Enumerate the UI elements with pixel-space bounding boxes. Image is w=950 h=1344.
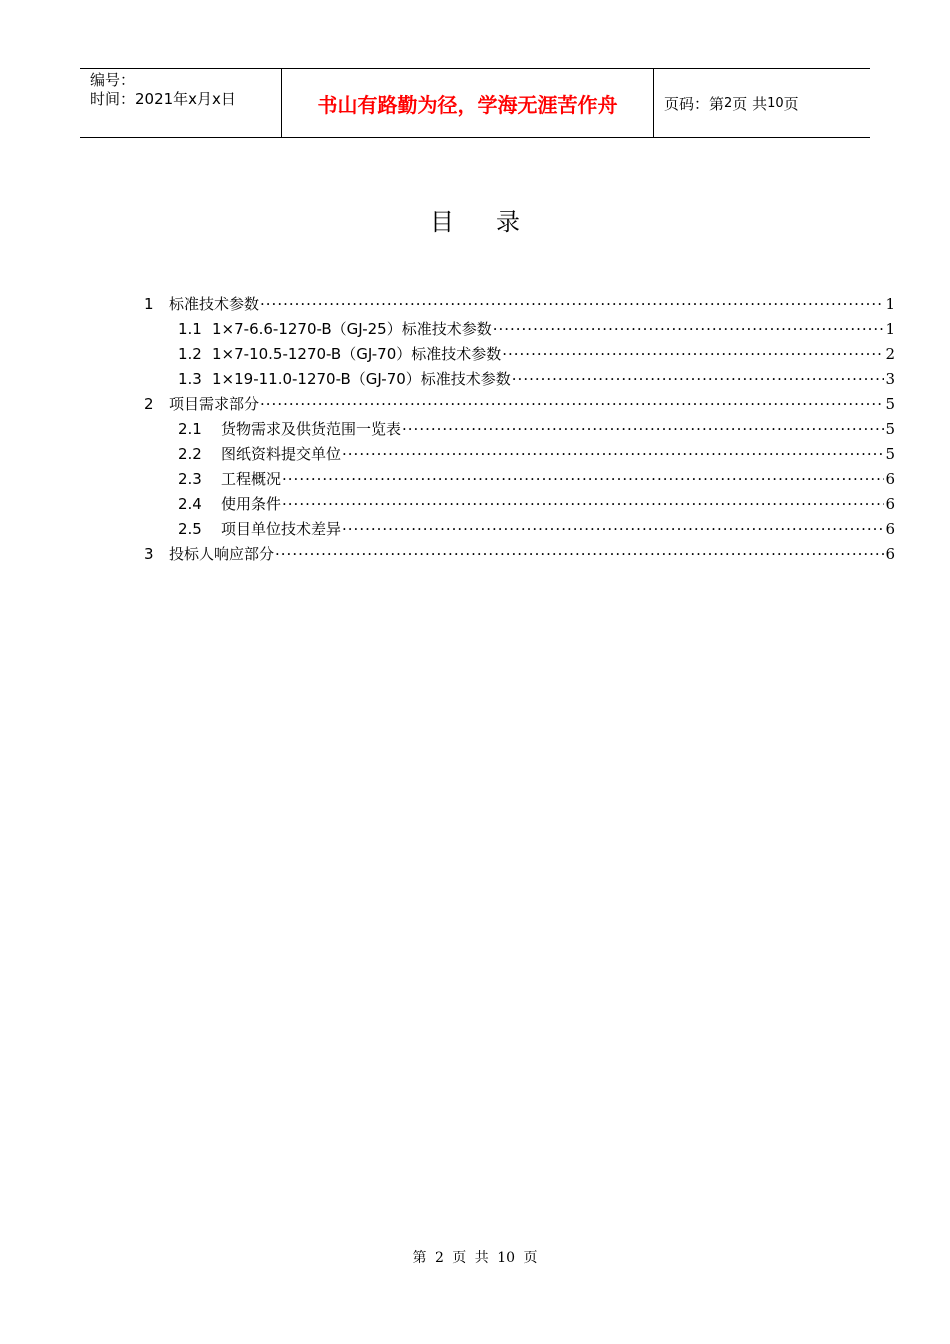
toc-entry-number: 1 [144,295,154,313]
toc-entry[interactable] [144,543,895,565]
toc-leader-dots [342,445,884,463]
toc-entry-page: 6 [885,520,895,538]
page-header [80,68,870,138]
toc-entry[interactable] [178,443,895,465]
toc-entry[interactable] [178,418,895,440]
toc-entry[interactable] [178,493,895,515]
toc-leader-dots [512,370,885,388]
toc-leader-dots [260,295,884,313]
toc-entry-page: 5 [885,395,895,413]
toc-entry-label: 投标人响应部分 [169,545,275,563]
toc-entry-number: 2 [144,395,154,413]
toc-leader-dots [275,545,884,563]
toc-leader-dots [402,420,884,438]
header-meta [80,69,281,137]
toc-entry-number: 2.1 [178,420,202,438]
toc-title: 目录 [430,208,562,236]
toc-entry[interactable] [178,368,895,390]
toc-entry-label: 图纸资料提交单位 [221,445,342,463]
page-number: 2 [724,95,733,111]
toc-entry-page: 6 [885,545,895,563]
toc-entry[interactable] [178,343,895,365]
toc-leader-dots [282,495,884,513]
toc-entry-label: 项目单位技术差异 [221,520,342,538]
toc-entry-number: 3 [144,545,154,563]
toc-entry-number: 2.4 [178,495,202,513]
toc-entry-number: 1.1 [178,320,202,338]
page-prefix: 页码：第 [664,94,725,113]
page-mid: 页 共 [732,94,768,113]
toc-entry-page: 2 [885,345,895,363]
toc-entry-label: 1×7-6.6-1270-B（GJ-25）标准技术参数 [212,320,492,338]
time-label: 时间：2021年x月x日 [90,90,236,108]
toc-entry[interactable] [178,318,895,340]
toc-entry-page: 3 [885,370,895,388]
page-footer: 第 2 页 共 10 页 [412,1250,538,1266]
toc-leader-dots [502,345,884,363]
toc-entry-number: 2.2 [178,445,202,463]
toc-entry[interactable] [178,518,895,540]
toc-entry-page: 1 [885,320,895,338]
toc-entry-label: 1×19-11.0-1270-B（GJ-70）标准技术参数 [212,370,511,388]
toc-entry-number: 1.2 [178,345,202,363]
toc-entry[interactable] [144,393,895,415]
toc-leader-dots [282,470,884,488]
toc-entry[interactable] [178,468,895,490]
toc-entry-page: 6 [885,495,895,513]
toc-entry[interactable] [144,293,895,315]
number-label: 编号： [90,71,136,89]
toc-entry-page: 5 [885,445,895,463]
toc-entry-page: 1 [885,295,895,313]
toc-leader-dots [493,320,885,338]
header-page-info [654,69,870,137]
toc-leader-dots [260,395,884,413]
toc-entry-label: 标准技术参数 [169,295,260,313]
toc-entry-number: 2.5 [178,520,202,538]
motto-text: 书山有路勤为径，学海无涯苦作舟 [317,92,618,117]
toc-entry-label: 使用条件 [221,495,282,513]
toc-entry-page: 6 [885,470,895,488]
toc-entry-number: 2.3 [178,470,202,488]
toc-entry-page: 5 [885,420,895,438]
page-total: 10 [767,95,784,111]
toc-entry-label: 货物需求及供货范围一览表 [221,420,402,438]
header-motto-cell [281,69,654,137]
toc-entry-label: 1×7-10.5-1270-B（GJ-70）标准技术参数 [212,345,502,363]
page-suffix: 页 [783,94,799,113]
toc-entry-number: 1.3 [178,370,202,388]
toc-leader-dots [342,520,884,538]
toc-entry-label: 工程概况 [221,470,282,488]
toc-entry-label: 项目需求部分 [169,395,260,413]
